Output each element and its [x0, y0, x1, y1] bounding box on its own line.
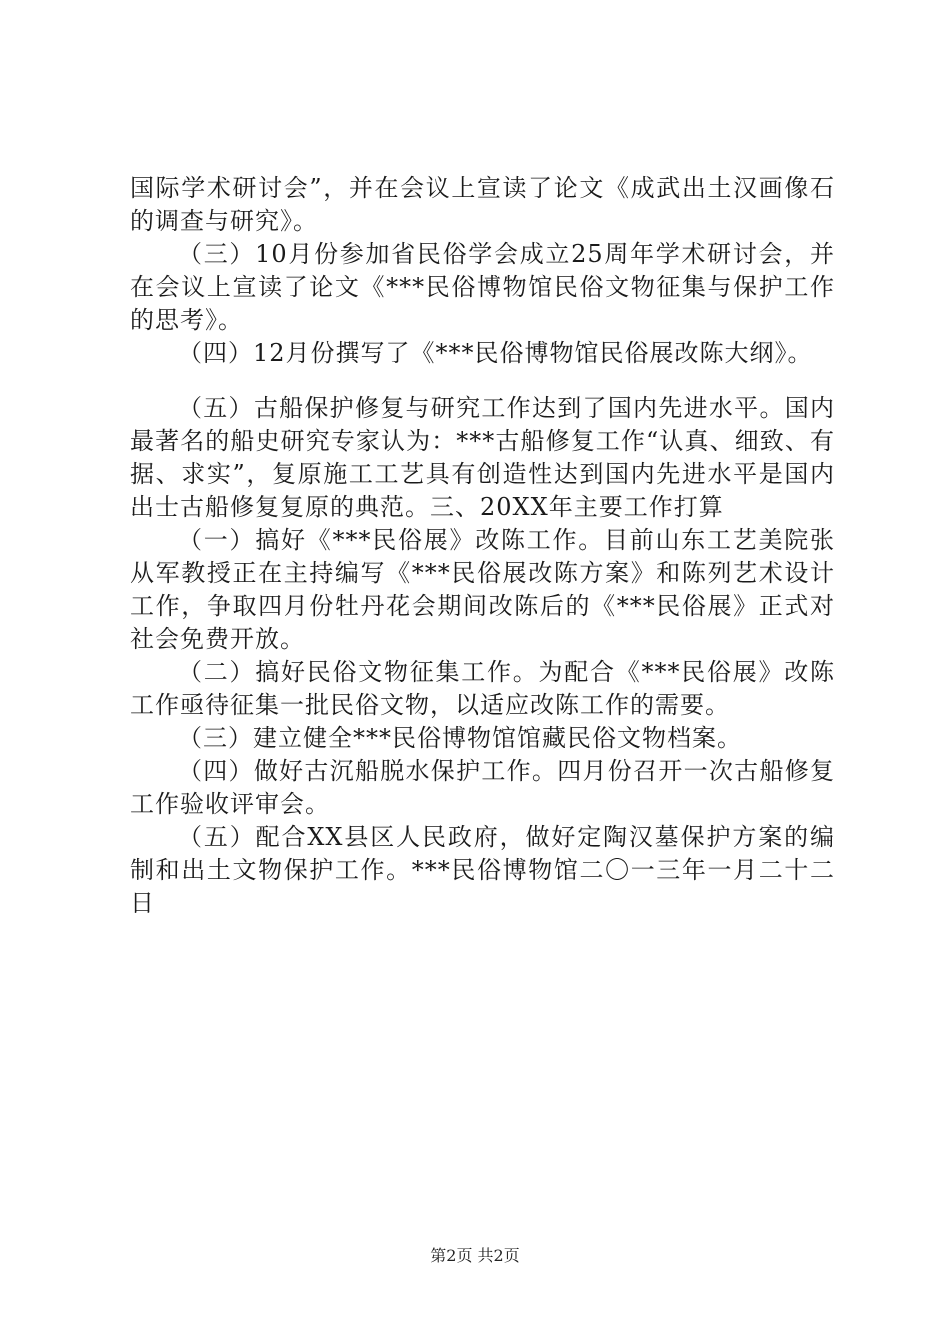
paragraph-plan-2-collection: （二）搞好民俗文物征集工作。为配合《***民俗展》改陈工作亟待征集一批民俗文物，以适应改陈工作的需要。	[130, 658, 835, 719]
page-number-footer: 第2页 共2页	[430, 1246, 520, 1265]
paragraph-seminar-continued: 国际学术研讨会”，并在会议上宣读了论文《成武出土汉画像石的调查与研究》。	[130, 174, 835, 235]
paragraph-gap	[130, 370, 835, 392]
paragraph-plan-4-shipwreck: （四）做好古沉船脱水保护工作。四月份召开一次古船修复工作验收评审会。	[130, 757, 835, 818]
paragraph-item-4-outline: （四）12月份撰写了《***民俗博物馆民俗展改陈大纲》。	[178, 339, 813, 367]
paragraph-plan-5-tomb-protection: （五）配合XX县区人民政府，做好定陶汉墓保护方案的编制和出土文物保护工作。***民俗博物馆二〇一三年一月二十二日	[130, 823, 835, 917]
paragraph-plan-3-archives: （三）建立健全***民俗博物馆馆藏民俗文物档案。	[178, 724, 742, 752]
paragraph-item-3-folklore-society: （三）10月份参加省民俗学会成立25周年学术研讨会，并在会议上宣读了论文《***民俗博物馆民俗文物征集与保护工作的思考》。	[130, 240, 835, 334]
paragraph-plan-1-exhibition: （一）搞好《***民俗展》改陈工作。目前山东工艺美院张从军教授正在主持编写《***民俗展改陈方案》和陈列艺术设计工作，争取四月份牡丹花会期间改陈后的《***民俗展》正式对社会免费开放。	[130, 526, 835, 653]
paragraph-item-5-ancient-ship: （五）古船保护修复与研究工作达到了国内先进水平。国内最著名的船史研究专家认为：***古船修复工作“认真、细致、有据、求实”，复原施工工艺具有创造性达到国内先进水平是国内出士古船修复复原的典范。三、20XX年主要工作打算	[130, 394, 835, 521]
document-body	[130, 172, 835, 920]
